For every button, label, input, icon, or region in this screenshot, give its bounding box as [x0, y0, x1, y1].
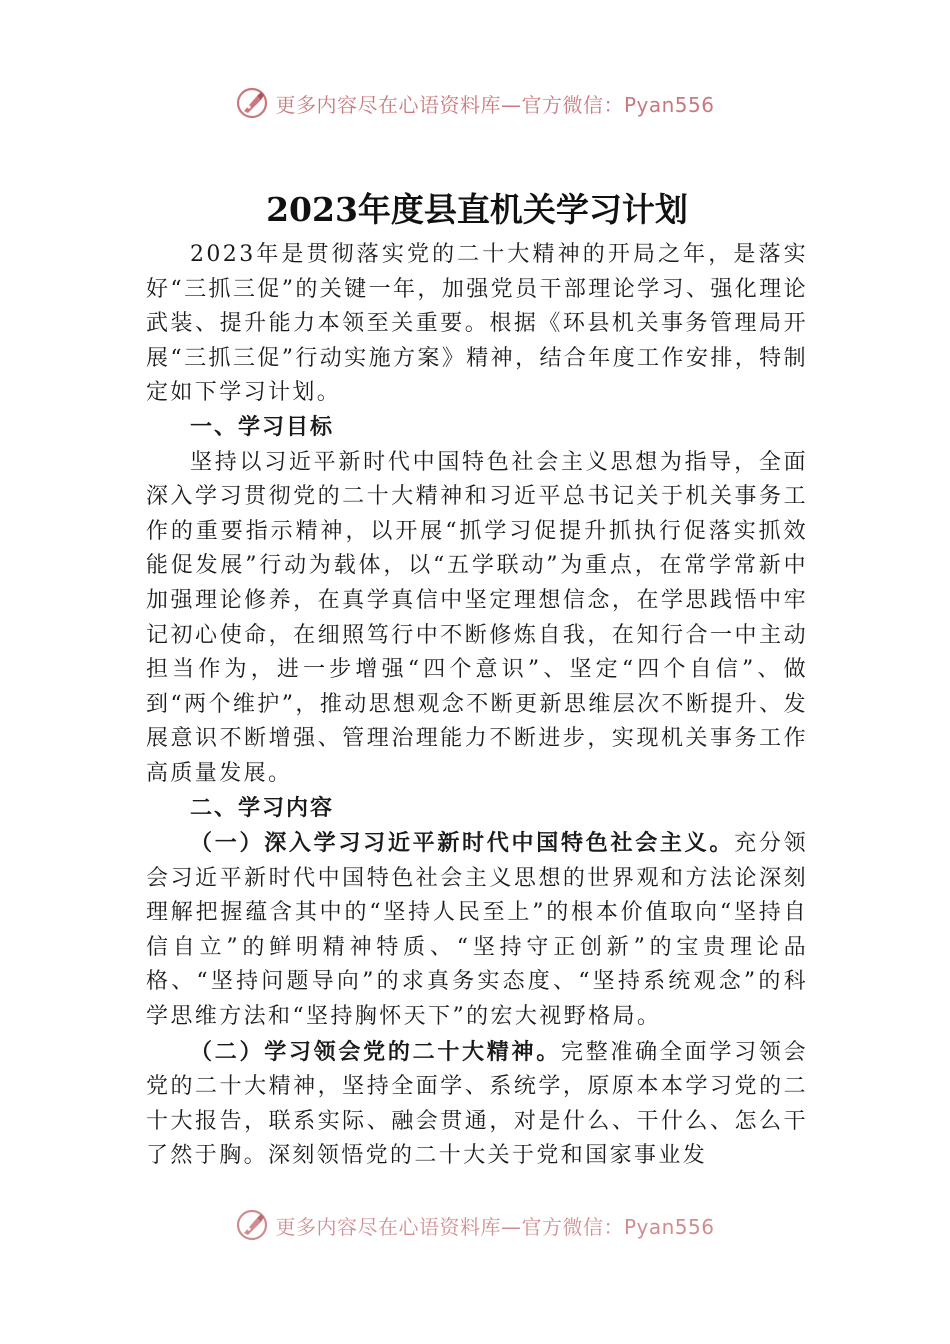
fountain-pen-logo-icon — [235, 1208, 269, 1242]
document-title: 2023年度县直机关学习计划 — [266, 190, 688, 229]
content-item-1-text: 充分领会习近平新时代中国特色社会主义思想的世界观和方法论深刻理解把握蕴含其中的“坚持人民至上”的根本价值取向“坚持自信自立”的鲜明精神特质、“坚持守正创新”的宝贵理论品格、“坚持问题导向”的求真务实态度、“坚持系统观念”的科学思维方法和“坚持胸怀天下”的宏大视野格局。 — [146, 831, 808, 1030]
watermark-footer — [0, 1208, 950, 1242]
content-item-1 — [146, 826, 808, 1035]
intro-paragraph: 2023年是贯彻落实党的二十大精神的开局之年，是落实好“三抓三促”的关键一年，加强党员干部理论学习、强化理论武装、提升能力本领至关重要。根据《环县机关事务管理局开展“三抓三促”行动实施方案》精神，结合年度工作安排，特制定如下学习计划。 — [146, 242, 808, 406]
content-item-2 — [146, 1035, 808, 1174]
content-item-1-lead: （一）深入学习习近平新时代中国特色社会主义。 — [190, 830, 735, 857]
watermark-header — [0, 86, 950, 120]
section-heading-goals: 一、学习目标 — [190, 414, 335, 440]
fountain-pen-logo-icon — [235, 86, 269, 120]
document-page — [146, 188, 808, 1174]
content-item-2-lead: （二）学习领会党的二十大精神。 — [190, 1038, 561, 1065]
goals-paragraph: 坚持以习近平新时代中国特色社会主义思想为指导，全面深入学习贯彻党的二十大精神和习近平总书记关于机关事务工作的重要指示精神，以开展“抓学习促提升抓执行促落实抓效能促发展”行动为载体，以“五学联动”为重点，在常学常新中加强理论修养，在真学真信中坚定理想信念，在学思践悟中牢记初心使命，在细照笃行中不断修炼自我，在知行合一中主动担当作为，进一步增强“四个意识”、坚定“四个自信”、做到“两个维护”，推动思想观念不断更新思维层次不断提升、发展意识不断增强、管理治理能力不断进步，实现机关事务工作高质量发展。 — [146, 449, 808, 786]
watermark-text: 更多内容尽在心语资料库—官方微信：Pyan556 — [275, 92, 715, 117]
content-item-2-text: 完整准确全面学习领会党的二十大精神，坚持全面学、系统学，原原本本学习党的二十大报告，联系实际、融会贯通，对是什么、干什么、怎么干了然于胸。深刻领悟党的二十大关于党和国家事业发 — [146, 1039, 808, 1169]
section-heading-content: 二、学习内容 — [190, 795, 335, 821]
watermark-text: 更多内容尽在心语资料库—官方微信：Pyan556 — [275, 1214, 715, 1239]
